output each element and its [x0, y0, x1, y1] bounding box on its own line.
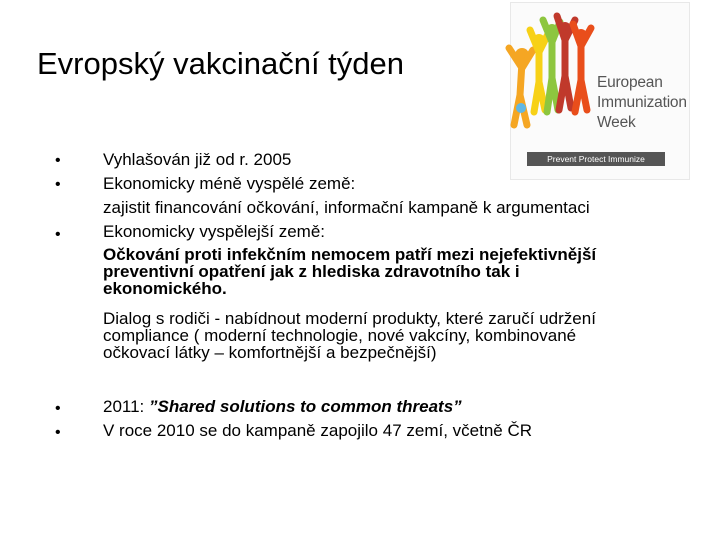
bullet-subtext: compliance ( moderní technologie, nové vakcíny, kombinované — [103, 326, 577, 345]
bullet-bold-text: preventivní opatření jak z hlediska zdravotního tak i — [103, 262, 520, 281]
slide-title: Evropský vakcinační týden — [37, 46, 405, 81]
logo-text-line: European — [597, 74, 663, 91]
bullet-dot: • — [55, 424, 61, 441]
bullet-text: Ekonomicky vyspělejší země: — [103, 222, 326, 241]
bullet-dot: • — [55, 152, 61, 169]
bullet-subtext: očkovací látky – komfortnější a bezpečnější) — [103, 343, 437, 362]
bullet-dot: • — [55, 226, 61, 243]
bullet-bold-text: Očkování proti infekčním nemocem patří mezi nejefektivnější — [103, 245, 597, 264]
bullet-text: V roce 2010 se do kampaně zapojilo 47 zemí, včetně ČR — [103, 421, 533, 440]
bullet-dot: • — [55, 176, 61, 193]
bullet-subtext: Dialog s rodiči - nabídnout moderní produkty, které zaručí udržení — [103, 309, 596, 328]
bullet-bold-text: ekonomického. — [103, 279, 227, 298]
bullet-text: Vyhlašován již od r. 2005 — [103, 150, 292, 169]
campaign-slogan: ”Shared solutions to common threats” — [149, 397, 462, 416]
bullet-dot: • — [55, 400, 61, 417]
logo-text-line: Week — [597, 114, 636, 131]
bullet-prefix: 2011: — [103, 397, 150, 416]
logo-text — [597, 73, 687, 133]
european-immunization-week-logo — [497, 0, 690, 180]
bullet-text — [103, 397, 462, 417]
bullet-subtext: zajistit financování očkování, informační kampaně k argumentaci — [103, 198, 590, 217]
logo-tagline: Prevent Protect Immunize — [527, 152, 665, 166]
logo-text-line: Immunization — [597, 94, 687, 111]
bullet-text: Ekonomicky méně vyspělé země: — [103, 174, 356, 193]
